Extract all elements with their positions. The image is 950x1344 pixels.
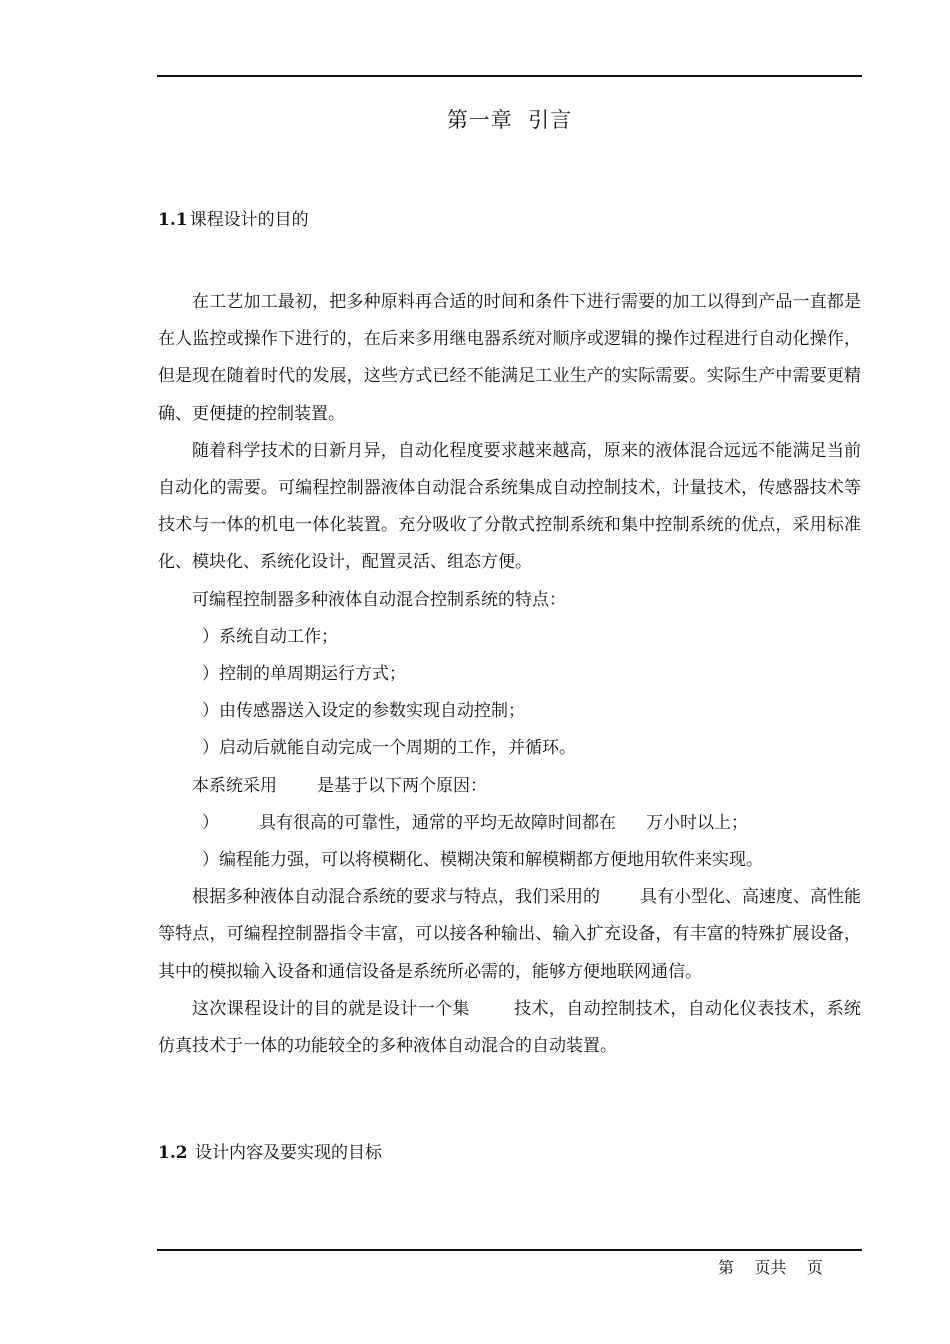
text-fragment: ） (202, 812, 219, 833)
section-title: 课程设计的目的 (189, 210, 309, 230)
paragraph-origin: 在工艺加工最初，把多种原料再合适的时间和条件下进行需要的加工以得到产品一直都是在人监控或操作下进行的，在后来多用继电器系统对顺序或逻辑的操作过程进行自动化操作，但是现在随着时代的发展，这些方式已经不能满足工业生产的实际需要。实际生产中需要更精确、更便捷的控制装置。 (158, 292, 861, 424)
text-fragment: 是基于以下两个原因： (317, 775, 487, 796)
paragraph-features-intro: 可编程控制器多种液体自动混合控制系统的特点： (192, 589, 566, 610)
paragraph-selection (158, 879, 861, 991)
text-fragment: 本系统采用 (192, 775, 277, 796)
paragraph-background: 随着科学技术的日新月异，自动化程度要求越来越高，原来的液体混合远远不能满足当前自动化的需要。可编程控制器液体自动混合系统集成自动控制技术，计量技术，传感器技术等技术与一体的机电一体化装置。充分吸收了分散式控制系统和集中控制系统的优点，采用标准化、模块化、系统化设计，配置灵活、组态方便。 (158, 440, 861, 573)
text-fragment: 万小时以上； (646, 812, 748, 833)
feature-item: ）系统自动工作； (202, 626, 338, 647)
feature-item: ）启动后就能自动完成一个周期的工作，并循环。 (202, 738, 576, 759)
reason-item (158, 805, 861, 842)
text-fragment: 这次课程设计的目的就是设计一个集 (192, 998, 470, 1019)
section-heading-1-1 (158, 208, 309, 232)
feature-item: ）控制的单周期运行方式； (202, 664, 406, 685)
paragraph-purpose (158, 991, 861, 1065)
section-title: 设计内容及要实现的目标 (189, 1143, 382, 1163)
section-heading-1-2 (158, 1141, 382, 1165)
page-footer: 第 页共 页 (718, 1258, 823, 1277)
feature-item: ）由传感器送入设定的参数实现自动控制； (202, 701, 525, 722)
section-number: 1.2 (158, 1143, 188, 1163)
text-fragment: 根据多种液体自动混合系统的要求与特点，我们采用的 (192, 887, 600, 908)
text-fragment: 具有很高的可靠性，通常的平均无故障时间都在 (259, 812, 616, 833)
section-number: 1.1 (158, 210, 188, 230)
header-rule (157, 75, 862, 77)
paragraph-reasons-intro (158, 768, 861, 805)
body-text (158, 284, 861, 1065)
footer-rule (157, 1249, 862, 1251)
chapter-title: 第一章 引言 (446, 108, 573, 132)
text-fragment: 技术，自动控制技术，自动化仪表技术，系统仿真技术于一体的功能较全的多种液体自动混合的自动装置。 (158, 998, 862, 1057)
text-fragment: 具有小型化、高速度、高性能等特点，可编程控制器指令丰富，可以接各种输出、输入扩充设备，有丰富的特殊扩展设备，其中的模拟输入设备和通信设备是系统所必需的，能够方便地联网通信。 (158, 887, 861, 982)
reason-item: ）编程能力强，可以将模糊化、模糊决策和解模糊都方便地用软件来实现。 (202, 850, 763, 871)
